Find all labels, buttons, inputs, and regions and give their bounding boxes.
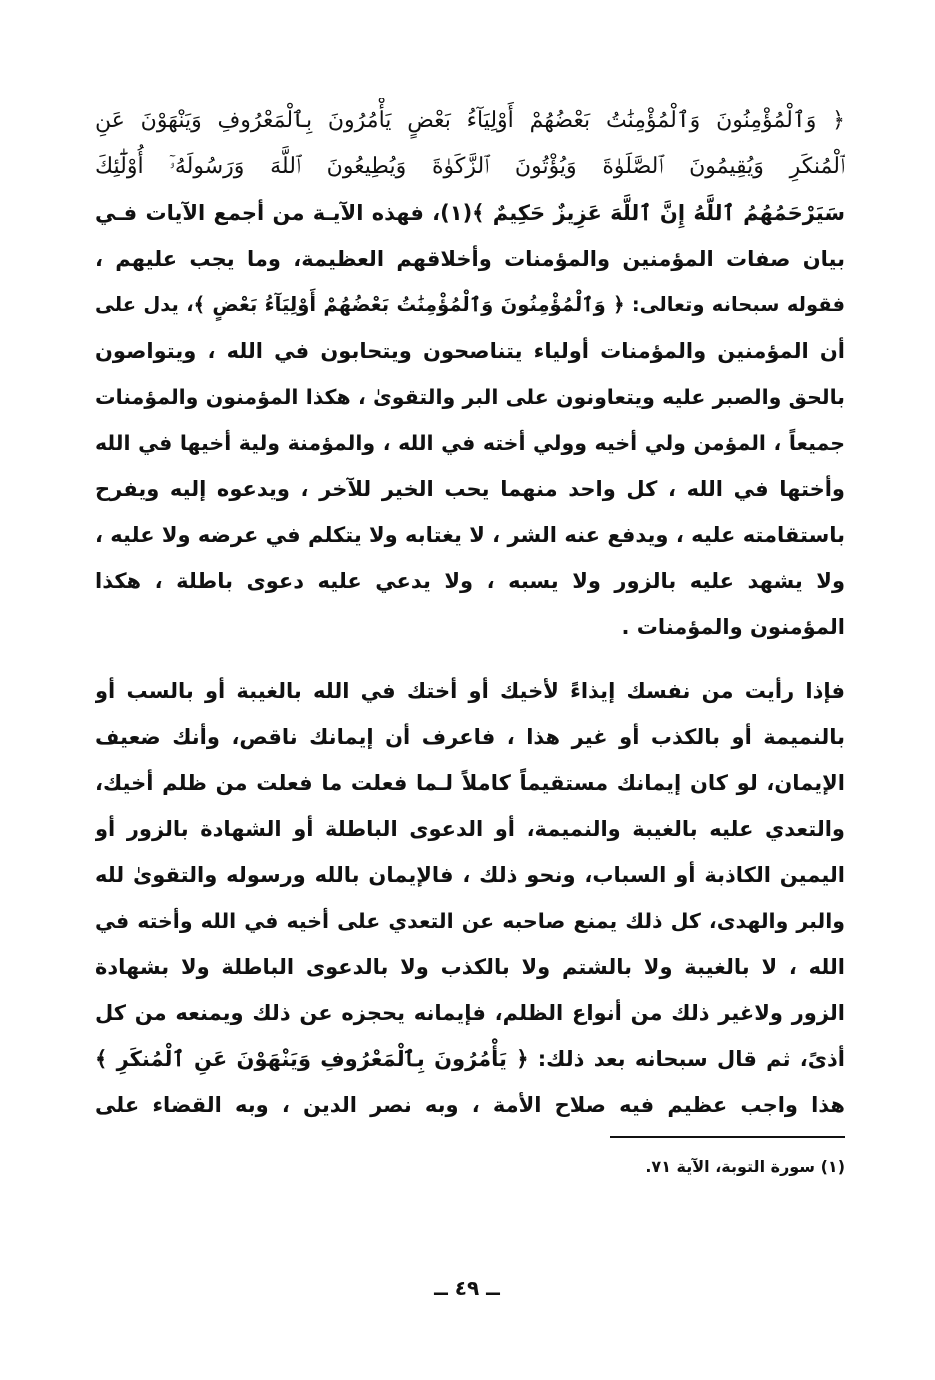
text-line: أذىً، ثم قال سبحانه بعد ذلك: ﴿ يَأْمُرُونَ بِٱلْمَعْرُوفِ وَيَنْهَوْنَ عَنِ ٱلْمُنكَرِ ﴾ xyxy=(95,1047,845,1071)
text-line: باستقامته عليه ، ويدفع عنه الشر ، لا يغتابه ولا يتكلم في عرضه ولا عليه ، xyxy=(95,523,845,547)
page-number: ــ ٤٩ ــ xyxy=(434,1276,500,1300)
footnote: (١) سورة التوبة، الآية ٧١. xyxy=(645,1157,845,1176)
text-line: ولا يشهد عليه بالزور ولا يسبه ، ولا يدعي عليه دعوى باطلة ، هكذا xyxy=(95,569,845,593)
text-line: سَيَرْحَمُهُمُ ٱللَّهُ إِنَّ ٱللَّهَ عَزِيزٌ حَكِيمٌ ﴾(١)، فهذه الآيـة من أجمع الآيات فـي xyxy=(95,201,845,225)
footnote-divider xyxy=(610,1136,845,1138)
text-line: ٱلْمُنكَرِ وَيُقِيمُونَ ٱلصَّلَوٰةَ وَيُؤْتُونَ ٱلزَّكَوٰةَ وَيُطِيعُونَ ٱللَّهَ وَرَسُولَهُۥٓ أُوْلَٰٓئِكَ xyxy=(95,154,845,179)
text-line: فقوله سبحانه وتعالى: ﴿ وَٱلْمُؤْمِنُونَ وَٱلْمُؤْمِنَٰتُ بَعْضُهُمْ أَوْلِيَآءُ بَعْضٍ ﴾، يدل على xyxy=(95,293,845,316)
text-line: الزور ولاغير ذلك من أنواع الظلم، فإيمانه يحجزه عن ذلك ويمنعه من كل xyxy=(95,1001,845,1025)
text-line: وأختها في الله ، كل واحد منهما يحب الخير للآخر ، ويدعوه إليه ويفرح xyxy=(95,477,845,501)
text-line: الإيمان، لو كان إيمانك مستقيماً كاملاً لـما فعلت ما فعلت من ظلم أخيك، xyxy=(95,771,845,795)
text-line: هذا واجب عظيم فيه صلاح الأمة ، وبه نصر الدين ، وبه القضاء على xyxy=(95,1093,845,1117)
text-line: والتعدي عليه بالغيبة والنميمة، أو الدعوى الباطلة أو الشهادة بالزور أو xyxy=(95,817,845,841)
text-line: بالحق والصبر عليه ويتعاونون على البر والتقوىٰ ، هكذا المؤمنون والمؤمنات xyxy=(95,385,845,409)
text-line: فإذا رأيت من نفسك إيذاءً لأخيك أو أختك في الله بالغيبة أو بالسب أو xyxy=(95,679,845,703)
text-line: والبر والهدى، كل ذلك يمنع صاحبه عن التعدي على أخيه في الله وأخته في xyxy=(95,909,845,933)
text-line: الله ، لا بالغيبة ولا بالشتم ولا بالكذب ولا بالدعوى الباطلة ولا بشهادة xyxy=(95,955,845,979)
text-line: أن المؤمنين والمؤمنات أولياء يتناصحون ويتحابون في الله ، ويتواصون xyxy=(95,339,845,363)
paragraph-1 xyxy=(95,98,845,650)
text-line: جميعاً ، المؤمن ولي أخيه وولي أخته في الله ، والمؤمنة ولية أخيها في الله xyxy=(95,431,845,455)
text-line: بيان صفات المؤمنين والمؤمنات وأخلاقهم العظيمة، وما يجب عليهم ، xyxy=(95,247,845,271)
text-line: اليمين الكاذبة أو السباب، ونحو ذلك ، فالإيمان بالله ورسوله والتقوىٰ لله xyxy=(95,863,845,887)
text-line: المؤمنون والمؤمنات . xyxy=(621,615,845,639)
paragraph-2 xyxy=(95,668,845,1128)
text-line: ﴿ وَٱلْمُؤْمِنُونَ وَٱلْمُؤْمِنَٰتُ بَعْضُهُمْ أَوْلِيَآءُ بَعْضٍ يَأْمُرُونَ بِٱلْمَعْرُوفِ وَيَنْهَوْنَ عَنِ xyxy=(95,108,845,133)
text-line: بالنميمة أو بالكذب أو غير هذا ، فاعرف أن إيمانك ناقص، وأنك ضعيف xyxy=(95,725,845,749)
